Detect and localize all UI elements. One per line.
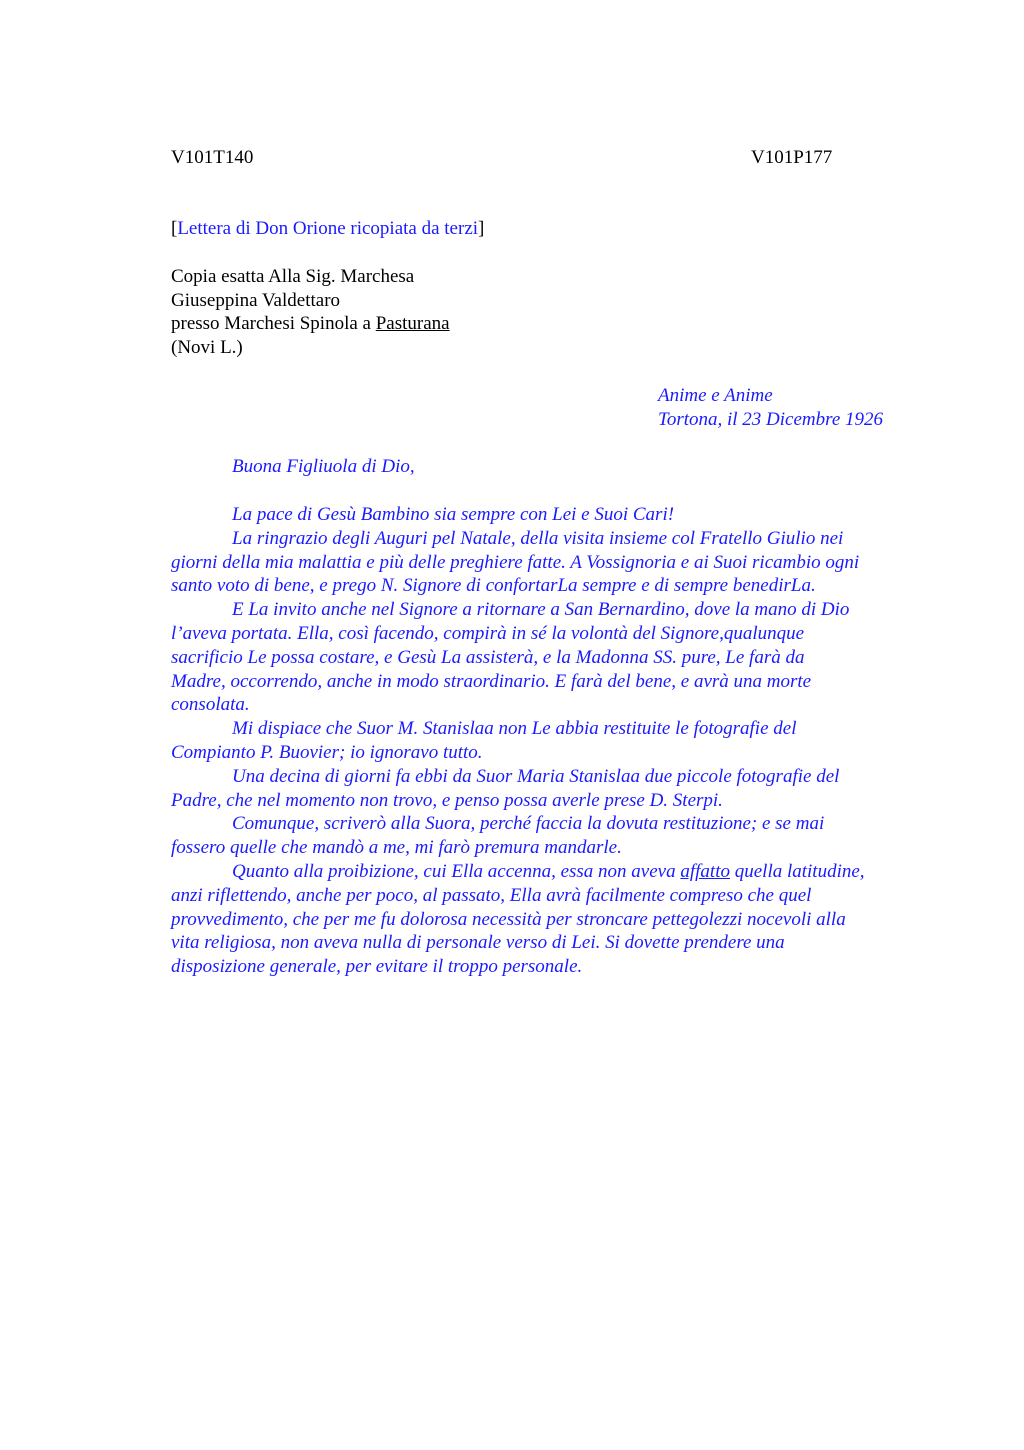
address-line-1: Copia esatta Alla Sig. Marchesa <box>171 266 415 287</box>
address-line-3-prefix: presso Marchesi Spinola a <box>171 313 376 335</box>
paragraph-line: disposizione generale, per evitare il troppo personale. <box>171 956 583 978</box>
letter-body <box>171 503 931 979</box>
paragraph-5 <box>171 765 931 813</box>
paragraph-line: sacrificio Le possa costare, e Gesù La assisterà, e la Madonna SS. pure, Le farà da <box>171 646 805 668</box>
paragraph-line: Comunque, scriverò alla Suora, perché faccia la dovuta restituzione; e se mai <box>232 813 825 835</box>
dateline-motto: Anime e Anime <box>658 385 773 406</box>
paragraph-line: l’aveva portata. Ella, così facendo, compirà in sé la volontà del Signore,qualunque <box>171 622 805 644</box>
address-line-4: (Novi L.) <box>171 337 243 359</box>
paragraph-line: Mi dispiace che Suor M. Stanislaa non Le abbia restituite le fotografie del <box>232 718 797 740</box>
paragraph-line: Compianto P. Buovier; io ignoravo tutto. <box>171 741 483 763</box>
paragraph-line: La pace di Gesù Bambino sia sempre con Lei e Suoi Cari! <box>232 504 675 525</box>
paragraph-line: provvedimento, che per me fu dolorosa necessità per stroncare pettegolezzi nocevoli alla <box>171 908 846 930</box>
paragraph-line: vita religiosa, non aveva nulla di personale verso di Lei. Si dovette prendere una <box>171 932 785 954</box>
note-close-bracket: ] <box>478 218 485 239</box>
paragraph-7-prefix: Quanto alla proibizione, cui Ella accenna, essa non aveva <box>232 860 681 882</box>
paragraph-7-suffix: quella latitudine, <box>729 860 865 882</box>
note-open-bracket: [ <box>171 218 178 239</box>
editorial-note <box>171 217 484 241</box>
address-line-2: Giuseppina Valdettaro <box>171 289 341 311</box>
address-line-3 <box>171 312 450 336</box>
note-text: Lettera di Don Orione ricopiata da terzi <box>177 218 479 239</box>
recipient-address <box>171 265 450 360</box>
paragraph-2 <box>171 527 931 598</box>
paragraph-line: E La invito anche nel Signore a ritornare a San Bernardino, dove la mano di Dio <box>232 599 850 621</box>
paragraph-line: consolata. <box>171 694 250 716</box>
address-place: Pasturana <box>375 313 450 335</box>
document-code-right: V101P177 <box>751 147 833 168</box>
dateline <box>658 384 883 431</box>
paragraph-7 <box>171 860 931 979</box>
paragraph-line: Una decina di giorni fa ebbi da Suor Maria Stanislaa due piccole fotografie del <box>232 765 840 787</box>
paragraph-3 <box>171 598 931 717</box>
paragraph-1 <box>171 503 931 527</box>
salutation: Buona Figliuola di Dio, <box>232 456 415 477</box>
paragraph-line: santo voto di bene, e prego N. Signore di confortarLa sempre e di sempre benedirLa. <box>171 575 816 597</box>
paragraph-line: Padre, che nel momento non trovo, e penso possa averle prese D. Sterpi. <box>171 789 723 811</box>
paragraph-4 <box>171 717 931 765</box>
paragraph-line: fossero quelle che mandò a me, mi farò premura mandarle. <box>171 837 622 859</box>
paragraph-6 <box>171 812 931 860</box>
paragraph-line: La ringrazio degli Auguri pel Natale, della visita insieme col Fratello Giulio nei <box>232 527 844 549</box>
paragraph-line: giorni della mia malattia e più delle preghiere fatte. A Vossignoria e ai Suoi ricambio ogni <box>171 551 860 573</box>
paragraph-line: anzi riflettendo, anche per poco, al passato, Ella avrà facilmente compreso che quel <box>171 884 812 906</box>
dateline-place-date: Tortona, il 23 Dicembre 1926 <box>658 408 884 430</box>
document-code-left: V101T140 <box>171 147 254 168</box>
underlined-word: affatto <box>680 860 730 882</box>
paragraph-line: Madre, occorrendo, anche in modo straordinario. E farà del bene, e avrà una morte <box>171 670 812 692</box>
paragraph-line <box>171 860 931 884</box>
